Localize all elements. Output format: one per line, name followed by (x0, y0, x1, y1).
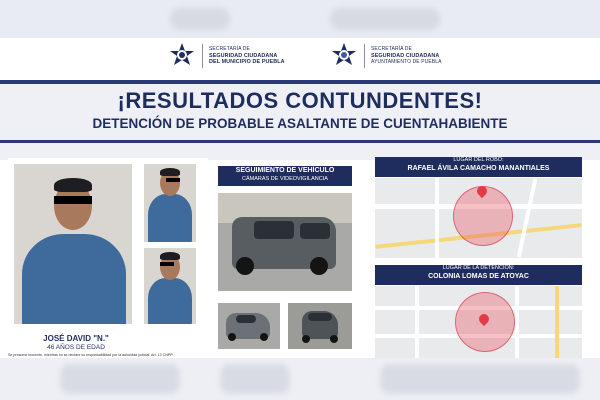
logo-a-text (209, 46, 285, 65)
eye-censor-bar (54, 196, 92, 204)
map-road-major (555, 286, 559, 358)
vehicle-wheel (330, 335, 338, 343)
robbery-map-header (375, 157, 582, 177)
page-subtitle: DETENCIÓN DE PROBABLE ASALTANTE DE CUENTAHABIENTE (92, 116, 508, 131)
blurred-shape (380, 364, 580, 394)
logo-b-line3: AYUNTAMIENTO DE PUEBLA (371, 59, 442, 66)
logo-separator (202, 44, 203, 68)
map-road (435, 178, 439, 258)
robbery-map (375, 178, 582, 258)
robbery-heading: LUGAR DEL ROBO: (453, 157, 504, 163)
vehicle-wheel (310, 257, 328, 275)
suspect-age: 46 AÑOS DE EDAD (47, 344, 105, 351)
profile-body (148, 278, 192, 324)
logo-a-line3: DEL MUNICIPIO DE PUEBLA (209, 59, 285, 66)
blurred-shape (330, 8, 440, 30)
vehicle-wheel (260, 333, 268, 341)
profile-hair (160, 252, 180, 260)
logo-b-text (371, 46, 442, 65)
arrest-place: COLONIA LOMAS DE ATOYAC (428, 273, 529, 280)
police-star-icon (168, 42, 196, 70)
robbery-place: RAFAEL ÁVILA CAMACHO MANANTIALES (407, 165, 550, 172)
vehicle-rear-window (300, 223, 330, 239)
vehicle-window (254, 221, 294, 239)
vehicle-rear-window (308, 313, 332, 321)
citizen-security-logo (330, 40, 460, 72)
cctv-photo-small-right (288, 303, 352, 349)
title-stripe-top (0, 80, 600, 84)
suspect-profile-photo-bottom (144, 248, 196, 324)
arrest-heading: LUGAR DE LA DETENCIÓN: (442, 265, 515, 271)
vehicle-wheel (302, 335, 310, 343)
cctv-photo-main (218, 193, 352, 291)
blurred-top-strip (0, 0, 600, 38)
logo-b-line2: SEGURIDAD CIUDADANA (371, 52, 440, 59)
blurred-shape (60, 364, 180, 394)
vehicle-subheading: CÁMARAS DE VIDEOVIGILANCIA (242, 176, 328, 182)
profile-body (148, 194, 192, 242)
vehicle-section-header (218, 166, 352, 186)
suspect-profile-photo-top (144, 164, 196, 242)
eye-censor-bar (160, 262, 174, 266)
blurred-shape (220, 364, 290, 394)
map-road (515, 286, 519, 358)
logo-a-line2: SEGURIDAD CIUDADANA (209, 52, 278, 59)
cctv-photo-small-left (218, 303, 280, 349)
map-road (517, 178, 538, 257)
profile-hair (160, 168, 180, 176)
police-star-icon (330, 42, 358, 70)
suspect-body (22, 234, 126, 324)
logo-b-line1: SECRETARÍA DE (371, 46, 412, 53)
logo-a-line1: SECRETARÍA DE (209, 46, 250, 53)
page-title: ¡RESULTADOS CONTUNDENTES! (117, 88, 483, 113)
suspect-name: JOSÉ DAVID "N." (43, 334, 109, 343)
vehicle-wheel (236, 257, 254, 275)
blurred-bottom-strip (0, 358, 600, 400)
vehicle-heading: SEGUIMIENTO DE VEHÍCULO (235, 167, 335, 174)
suspect-hair (54, 178, 92, 192)
legal-disclaimer: Se presume inocente, mientras no se declare su responsabilidad por la autoridad judicial. Art. 13 CNPP (8, 353, 173, 357)
vehicle-wheel (228, 333, 236, 341)
arrest-map-header (375, 265, 582, 285)
blurred-shape (170, 8, 230, 30)
suspect-front-photo (14, 164, 132, 324)
vehicle-window (236, 315, 256, 323)
arrest-map (375, 286, 582, 358)
eye-censor-bar (166, 178, 180, 182)
map-road (415, 286, 419, 358)
title-stripe-bottom (0, 140, 600, 143)
municipal-security-logo (168, 40, 304, 72)
logo-separator (364, 44, 365, 68)
